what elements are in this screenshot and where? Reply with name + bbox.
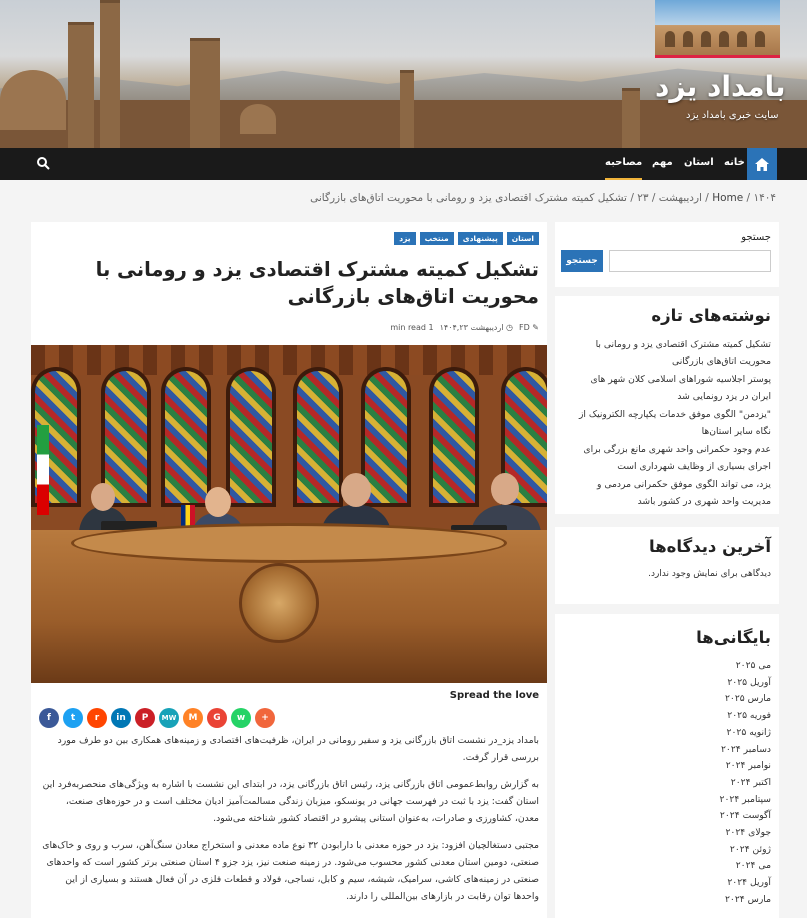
- banner-dome: [240, 104, 276, 134]
- whatsapp-icon[interactable]: w: [231, 708, 251, 728]
- archive-link[interactable]: ژوئن ۲۰۲۴: [729, 843, 771, 855]
- site-logo[interactable]: [655, 0, 780, 58]
- archive-link[interactable]: اکتبر ۲۰۲۴: [730, 776, 771, 788]
- archives-title: بایگانی‌ها: [696, 628, 771, 647]
- windcatcher-tower: [68, 22, 94, 148]
- pinterest-icon[interactable]: P: [135, 708, 155, 728]
- archive-link[interactable]: آگوست ۲۰۲۴: [719, 810, 771, 822]
- archive-link[interactable]: می ۲۰۲۵: [735, 660, 771, 671]
- search-widget: [555, 222, 779, 287]
- archives-widget: [555, 614, 779, 918]
- nav-item-home[interactable]: خانه: [724, 157, 745, 168]
- category-badge[interactable]: یزد: [394, 232, 415, 245]
- recent-post-link[interactable]: عدم وجود حکمرانی واحد شهری مانع بزرگی برای اجرای بسیاری از وظایف شهرداری است: [583, 444, 771, 472]
- recent-posts-list: [571, 336, 771, 511]
- article-title: تشکیل کمیته مشترک اقتصادی یزد و رومانی با محوریت اتاق‌های بازرگانی: [95, 258, 539, 308]
- article-paragraph: به گزارش روابط‌عمومی اتاق بازرگانی یزد، رئیس اتاق بازرگانی یزد، در ابتدای این نشست با اشاره به ویژگی‌های منحصربه‌فرد این استان گفت: یزد با ثبت در فهرست جهانی در یونسکو، میزبان زندگی مسالمت‌آمیز ادیان مختلف است و در حوزه‌های صنعت، معدن، کشاورزی و صادرات، به‌عنوان استانی پیشرو در اقتصاد کشور شناخته می‌شود.: [42, 779, 539, 824]
- archive-link[interactable]: آوریل ۲۰۲۴: [727, 877, 771, 889]
- no-comments-note: دیدگاهی برای نمایش وجود ندارد.: [648, 569, 771, 579]
- windcatcher-tower: [190, 38, 220, 148]
- nav-item-important[interactable]: مهم: [652, 157, 673, 168]
- article-featured-image: [31, 345, 547, 683]
- recent-comments-title: آخرین دیدگاه‌ها: [649, 537, 771, 556]
- recent-post-link[interactable]: "یزدمن" الگوی موفق خدمات یکپارچه الکترونیک از نگاه سایر استان‌ها: [578, 409, 771, 437]
- article-card: [31, 222, 547, 918]
- archive-link[interactable]: می ۲۰۲۴: [735, 860, 771, 872]
- home-icon-button[interactable]: [747, 148, 777, 180]
- archive-link[interactable]: آوریل ۲۰۲۵: [727, 676, 771, 688]
- windcatcher-tower: [622, 88, 640, 148]
- archive-link[interactable]: جولای ۲۰۲۴: [725, 827, 771, 839]
- search-input[interactable]: [609, 250, 771, 272]
- archive-link[interactable]: فوریه ۲۰۲۵: [727, 710, 771, 722]
- search-label: جستجو: [741, 232, 771, 243]
- nav-item-province[interactable]: استان: [684, 157, 714, 168]
- category-badges: [394, 232, 539, 245]
- site-tagline: سایت خبری بامداد یزد: [686, 110, 779, 121]
- plus-icon[interactable]: +: [255, 708, 275, 728]
- recent-post-link[interactable]: یزد، می تواند الگوی موفق حکمرانی مردمی و مدیریت واحد شهری در کشور باشد: [596, 479, 771, 507]
- author-link[interactable]: ✎ FD: [518, 323, 539, 332]
- recent-comments-widget: [555, 527, 779, 604]
- archive-link[interactable]: سپتامبر ۲۰۲۴: [719, 793, 771, 805]
- archive-link[interactable]: ژانویه ۲۰۲۵: [726, 726, 771, 738]
- archive-link[interactable]: نوامبر ۲۰۲۴: [725, 760, 771, 772]
- windcatcher-tower: [400, 70, 414, 148]
- article-meta: [390, 323, 539, 332]
- gmail-icon[interactable]: G: [207, 708, 227, 728]
- main-nav: [0, 148, 807, 180]
- article-paragraph: بامداد یزد_در نشست اتاق بازرگانی یزد و سفیر رومانی در ایران، ظرفیت‌های اقتصادی و زمینه‌های همکاری بین دو طرف مورد بررسی قرار گرفت.: [57, 735, 539, 763]
- recent-posts-widget: [555, 296, 779, 514]
- site-title[interactable]: بامداد یزد: [655, 70, 786, 103]
- post-date[interactable]: ◷ اردیبهشت ۱۴۰۴,۲۳: [439, 323, 513, 332]
- search-icon[interactable]: [36, 156, 50, 170]
- facebook-icon[interactable]: f: [39, 708, 59, 728]
- article-paragraph: مجتبی دستغالچیان افزود: یزد در حوزه معدنی با دارابودن ۳۲ نوع ماده معدنی و استخراج معادن سنگ‌آهن، سرب و روی و خاک‌های صنعتی، دومین استان معدنی کشور محسوب می‌شود. در زمینه صنعت نیز، یزد جزو ۴ استان صنعتی برتر کشور است که واحدهای صنعتی در زمینه‌های کاشی، سرامیک، شیشه، سیم و کابل، نساجی، فولاد و قطعات فلزی در آن فعال هستند و بسیاری از این واحدها توان رقابت در بازارهای بین‌المللی را دارند.: [42, 840, 539, 902]
- mix-icon[interactable]: M: [183, 708, 203, 728]
- archive-link[interactable]: مارس ۲۰۲۴: [724, 893, 771, 905]
- category-badge[interactable]: پیشنهادی: [458, 232, 503, 245]
- breadcrumb: [310, 192, 776, 204]
- banner-dome: [0, 70, 66, 130]
- linkedin-icon[interactable]: in: [111, 708, 131, 728]
- archive-link[interactable]: دسامبر ۲۰۲۴: [720, 743, 771, 755]
- spread-the-love-label: Spread the love: [449, 690, 539, 701]
- recent-post-link[interactable]: تشکیل کمیته مشترک اقتصادی یزد و رومانی با محوریت اتاق‌های بازرگانی: [595, 339, 771, 367]
- nav-item-interview[interactable]: مصاحبه: [605, 148, 642, 180]
- header-banner: [0, 0, 807, 148]
- mewe-icon[interactable]: MW: [159, 708, 179, 728]
- reddit-icon[interactable]: r: [87, 708, 107, 728]
- article-body: [41, 732, 539, 915]
- category-badge[interactable]: منتخب: [420, 232, 454, 245]
- read-time: 1 min read: [390, 323, 434, 332]
- archive-link[interactable]: مارس ۲۰۲۵: [724, 693, 771, 705]
- category-badge[interactable]: استان: [507, 232, 539, 245]
- search-button[interactable]: جستجو: [561, 250, 603, 272]
- breadcrumb-separator: /: [746, 192, 754, 204]
- archives-list: [720, 658, 771, 909]
- recent-post-link[interactable]: پوستر اجلاسیه شوراهای اسلامی کلان شهر های ایران در یزد رونمایی شد: [590, 374, 771, 402]
- breadcrumb-path[interactable]: ۱۴۰۴ / اردیبهشت / ۲۳ / تشکیل کمیته مشترک اقتصادی یزد و رومانی با محوریت اتاق‌های بازرگانی: [310, 192, 776, 204]
- share-bar: [39, 708, 275, 728]
- recent-posts-title: نوشته‌های تازه: [651, 306, 771, 325]
- windcatcher-tower: [100, 0, 120, 148]
- home-icon: [755, 158, 769, 171]
- breadcrumb-home-link[interactable]: Home: [712, 192, 744, 204]
- twitter-icon[interactable]: t: [63, 708, 83, 728]
